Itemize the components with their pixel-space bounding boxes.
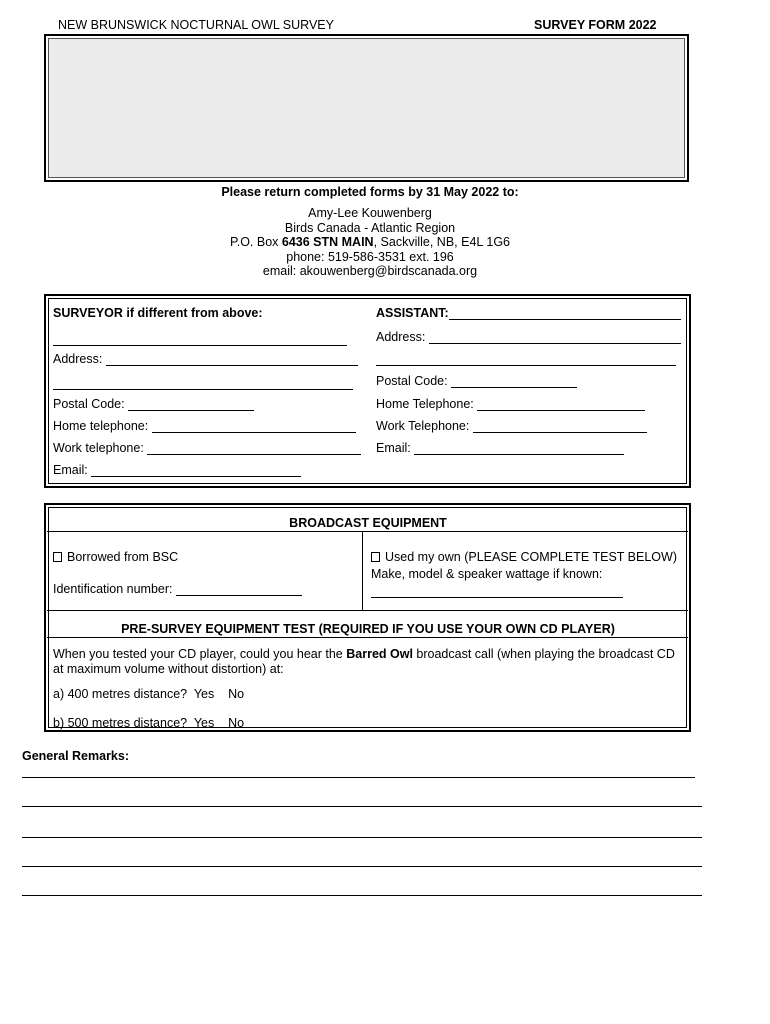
surveyor-postal-field[interactable] bbox=[53, 397, 254, 411]
make-model-field[interactable] bbox=[371, 584, 623, 598]
survey-title: NEW BRUNSWICK NOCTURNAL OWL SURVEY bbox=[58, 18, 334, 32]
contact-org: Birds Canada - Atlantic Region bbox=[284, 220, 456, 235]
assistant-title-field[interactable] bbox=[376, 306, 681, 320]
assistant-postal-label: Postal Code: bbox=[376, 374, 448, 388]
own-equipment-label: Used my own (PLEASE COMPLETE TEST BELOW) bbox=[385, 550, 677, 564]
surveyor-work-phone-field[interactable] bbox=[53, 441, 361, 455]
surveyor-assistant-panel bbox=[44, 294, 691, 488]
contact-phone: phone: 519-586-3531 ext. 196 bbox=[286, 249, 454, 264]
own-equipment-checkbox[interactable] bbox=[371, 552, 380, 562]
assistant-postal-field[interactable] bbox=[376, 374, 577, 388]
test-500m-row bbox=[53, 716, 244, 730]
return-heading: Please return completed forms by 31 May 2022 to: bbox=[221, 185, 519, 199]
assistant-work-label: Work Telephone: bbox=[376, 419, 470, 433]
assistant-address-line2[interactable] bbox=[376, 352, 676, 366]
surveyor-name-field[interactable] bbox=[53, 332, 347, 346]
surveyor-home-label: Home telephone: bbox=[53, 419, 149, 433]
identification-number-label: Identification number: bbox=[53, 582, 173, 596]
assistant-email-field[interactable] bbox=[376, 441, 624, 455]
borrowed-option[interactable] bbox=[53, 550, 178, 564]
test-400m-no[interactable]: No bbox=[228, 687, 245, 701]
test-500m-no[interactable]: No bbox=[228, 716, 245, 730]
address-label-box[interactable] bbox=[44, 34, 689, 182]
surveyor-email-field[interactable] bbox=[53, 463, 301, 477]
surveyor-address-field[interactable] bbox=[53, 352, 358, 366]
assistant-home-phone-field[interactable] bbox=[376, 397, 645, 411]
remarks-line-1[interactable] bbox=[22, 777, 695, 778]
surveyor-postal-label: Postal Code: bbox=[53, 397, 125, 411]
surveyor-address-line2[interactable] bbox=[53, 376, 353, 390]
make-model-label: Make, model & speaker wattage if known: bbox=[371, 567, 603, 581]
contact-email: email: akouwenberg@birdscanada.org bbox=[262, 264, 478, 278]
own-equipment-option[interactable] bbox=[371, 550, 677, 564]
po-suffix: , Sackville, NB, E4L 1G6 bbox=[373, 235, 510, 249]
remarks-line-4[interactable] bbox=[22, 866, 702, 867]
test-500m-label: b) 500 metres distance? bbox=[53, 716, 188, 730]
po-prefix: P.O. Box bbox=[230, 235, 282, 249]
broadcast-equipment-title: BROADCAST EQUIPMENT bbox=[289, 516, 447, 530]
assistant-address-label: Address: bbox=[376, 330, 426, 344]
equipment-test-title: PRE-SURVEY EQUIPMENT TEST (REQUIRED IF YOU USE YOUR OWN CD PLAYER) bbox=[121, 622, 615, 636]
assistant-home-label: Home Telephone: bbox=[376, 397, 474, 411]
equipment-test-question bbox=[53, 647, 675, 677]
surveyor-work-label: Work telephone: bbox=[53, 441, 144, 455]
remarks-line-3[interactable] bbox=[22, 837, 702, 838]
test-400m-row bbox=[53, 687, 244, 701]
remarks-line-5[interactable] bbox=[22, 895, 702, 896]
general-remarks-title: General Remarks: bbox=[22, 749, 130, 763]
divider bbox=[47, 637, 688, 638]
surveyor-address-label: Address: bbox=[53, 352, 103, 366]
contact-po-box bbox=[0, 235, 740, 250]
identification-number-field[interactable] bbox=[53, 582, 302, 596]
question-text-end: at maximum volume without distortion) at: bbox=[53, 662, 284, 676]
assistant-email-label: Email: bbox=[376, 441, 411, 455]
test-400m-yes[interactable]: Yes bbox=[193, 687, 215, 701]
divider bbox=[362, 531, 363, 611]
contact-name: Amy-Lee Kouwenberg bbox=[308, 206, 432, 220]
question-text: When you tested your CD player, could you hear the bbox=[53, 647, 347, 661]
surveyor-title: SURVEYOR if different from above: bbox=[53, 306, 263, 320]
return-address bbox=[0, 206, 740, 279]
remarks-line-2[interactable] bbox=[22, 806, 702, 807]
divider bbox=[47, 531, 688, 532]
assistant-title: ASSISTANT: bbox=[376, 306, 449, 320]
surveyor-home-phone-field[interactable] bbox=[53, 419, 356, 433]
question-text-cont: broadcast call (when playing the broadcast CD bbox=[412, 647, 675, 661]
question-species: Barred Owl bbox=[346, 647, 413, 661]
assistant-address-field[interactable] bbox=[376, 330, 681, 344]
test-400m-label: a) 400 metres distance? bbox=[53, 687, 188, 701]
borrowed-checkbox[interactable] bbox=[53, 552, 62, 562]
divider bbox=[47, 610, 688, 611]
test-500m-yes[interactable]: Yes bbox=[193, 716, 215, 730]
assistant-work-phone-field[interactable] bbox=[376, 419, 647, 433]
form-title: SURVEY FORM 2022 bbox=[534, 18, 657, 32]
surveyor-email-label: Email: bbox=[53, 463, 88, 477]
po-box-number: 6436 STN MAIN bbox=[281, 235, 374, 249]
borrowed-label: Borrowed from BSC bbox=[67, 550, 179, 564]
